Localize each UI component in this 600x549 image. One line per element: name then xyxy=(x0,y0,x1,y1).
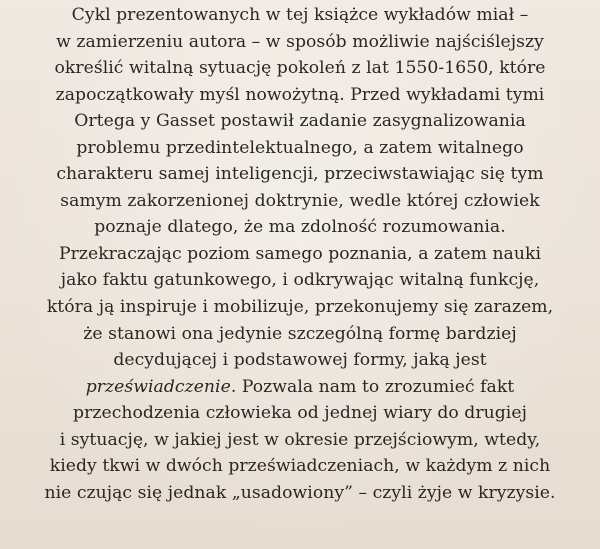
text-line-4: zapoczątkowały myśl nowożytną. Przed wykładami tymi xyxy=(55,84,545,105)
text-line-15-rest: . Pozwala nam to zrozumieć fakt xyxy=(230,376,515,397)
text-line-19: nie czując się jednak „usadowiony” – czyli żyje w kryzysie. xyxy=(44,482,556,503)
body-paragraph xyxy=(0,2,600,506)
text-line-9: poznaje dlatego, że ma zdolność rozumowania. xyxy=(94,217,506,238)
text-line-6: problemu przedintelektualnego, a zatem witalnego xyxy=(76,137,524,158)
text-line-12: która ją inspiruje i mobilizuje, przekonujemy się zarazem, xyxy=(46,297,554,318)
text-line-13: że stanowi ona jedynie szczególną formę bardziej xyxy=(83,323,517,344)
text-line-3: określić witalną sytuację pokoleń z lat 1550-1650, które xyxy=(54,58,546,79)
text-line-15 xyxy=(0,374,600,401)
text-line-1: Cykl prezentowanych w tej książce wykładów miał – xyxy=(71,5,529,25)
text-line-14: decydującej i podstawowej formy, jaką jest xyxy=(113,350,487,371)
text-line-17: i sytuację, w jakiej jest w okresie przejściowym, wtedy, xyxy=(59,429,541,450)
text-line-10: Przekraczając poziom samego poznania, a zatem nauki xyxy=(58,243,541,264)
text-line-8: samym zakorzenionej doktrynie, wedle której człowiek xyxy=(60,190,540,211)
text-line-16: przechodzenia człowieka od jednej wiary do drugiej xyxy=(73,403,527,424)
text-line-5: Ortega y Gasset postawił zadanie zasygnalizowania xyxy=(74,111,526,132)
text-line-2: w zamierzeniu autora – w sposób możliwie najściślejszy xyxy=(56,31,544,52)
emphasized-word: przeświadczenie xyxy=(85,376,231,397)
text-line-18: kiedy tkwi w dwóch przeświadczeniach, w każdym z nich xyxy=(49,456,551,477)
text-line-11: jako faktu gatunkowego, i odkrywając witalną funkcję, xyxy=(60,270,540,291)
text-line-7: charakteru samej inteligencji, przeciwstawiając się tym xyxy=(56,164,544,185)
